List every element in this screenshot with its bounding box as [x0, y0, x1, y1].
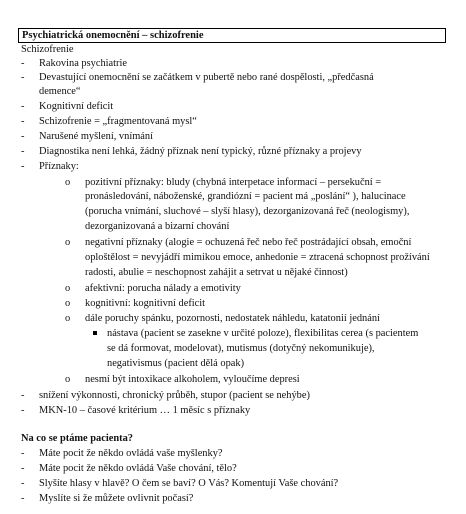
section-heading: Schizofrenie [21, 44, 74, 55]
dash-marker: - [21, 493, 25, 504]
list-item: Kognitivní deficit [39, 101, 114, 112]
sub-symptom-line: nástava (pacient se zasekne v určité poloze), flexibilitas cerea (s pacientem [107, 328, 419, 339]
o-bullet: o [65, 177, 71, 188]
question-item: Myslíte si že můžete ovlivnit počasí? [39, 493, 194, 504]
title-box [18, 28, 446, 43]
dash-marker: - [21, 161, 25, 172]
dash-marker: - [21, 72, 25, 83]
dash-marker: - [21, 146, 25, 157]
sub-symptom-line: se dá formovat, modelovat), mutismus (dotyčný nekomunikuje), [107, 343, 375, 354]
symptom-line: nesmí být intoxikace alkoholem, vyloučíme depresi [85, 374, 300, 385]
symptom-line: oploštělost = nevyjádří mimikou emoce, anhedonie = ztracená schopnost prožívání [85, 252, 430, 263]
symptom-line: dále poruchy spánku, pozornosti, nedostatek náhledu, katatonií jednání [85, 313, 380, 324]
list-item: Schizofrenie = „fragmentovaná mysl“ [39, 116, 197, 127]
dash-marker: - [21, 448, 25, 459]
list-item: Příznaky: [39, 161, 79, 172]
dash-marker: - [21, 116, 25, 127]
symptom-line: (porucha vnímání, sluchové – slyší hlasy), dezorganizovaná řeč (neologismy), [85, 206, 410, 217]
symptom-line: kognitivní: kognitivní deficit [85, 298, 206, 309]
list-item: Devastující onemocnění se začátkem v pubertě nebo rané dospělosti, „předčasná [39, 72, 374, 83]
dash-marker: - [21, 131, 25, 142]
questions-heading: Na co se ptáme pacienta? [21, 433, 133, 444]
dash-marker: - [21, 405, 25, 416]
dash-marker: - [21, 390, 25, 401]
sub-symptom-line: negativismus (pacient dělá opak) [107, 358, 245, 369]
page-title: Psychiatrická onemocnění – schizofrenie [22, 30, 204, 41]
o-bullet: o [65, 283, 71, 294]
o-bullet: o [65, 313, 71, 324]
question-item: Máte pocit že někdo ovládá Vaše chování, tělo? [39, 463, 237, 474]
question-item: Slyšíte hlasy v hlavě? O čem se baví? O Vás? Komentují Vaše chování? [39, 478, 339, 489]
symptom-line: radosti, abulie = neschopnost zahájit a setrvat u nějaké činnost) [85, 267, 348, 278]
list-item-continuation: demence“ [39, 86, 81, 97]
question-item: Máte pocit že někdo ovládá vaše myšlenky? [39, 448, 223, 459]
list-item: Diagnostika není lehká, žádný příznak není typický, různé příznaky a projevy [39, 146, 362, 157]
dash-marker: - [21, 478, 25, 489]
symptom-line: afektivní: porucha nálady a emotivity [85, 283, 241, 294]
o-bullet: o [65, 374, 71, 385]
dash-marker: - [21, 463, 25, 474]
symptom-line: negativní příznaky (alogie = ochuzená řeč nebo řeč postrádající obsah, emoční [85, 237, 412, 248]
list-item: snížení výkonnosti, chronický průběh, stupor (pacient se nehýbe) [39, 390, 310, 401]
list-item: Narušené myšlení, vnímání [39, 131, 153, 142]
list-item: Rakovina psychiatrie [39, 58, 128, 69]
symptom-line: pronásledování, náboženské, grandiózní = pacient má „poslání“ ), halucinace [85, 191, 406, 202]
dash-marker: - [21, 101, 25, 112]
o-bullet: o [65, 298, 71, 309]
dash-marker: - [21, 58, 25, 69]
o-bullet: o [65, 237, 71, 248]
list-item: MKN-10 – časové kritérium … 1 měsíc s příznaky [39, 405, 251, 416]
symptom-line: dezorganizovaná a bizarní chování [85, 221, 230, 232]
symptom-line: pozitivní příznaky: bludy (chybná interpetace informací – persekuční = [85, 177, 382, 188]
square-bullet-icon [93, 331, 97, 335]
